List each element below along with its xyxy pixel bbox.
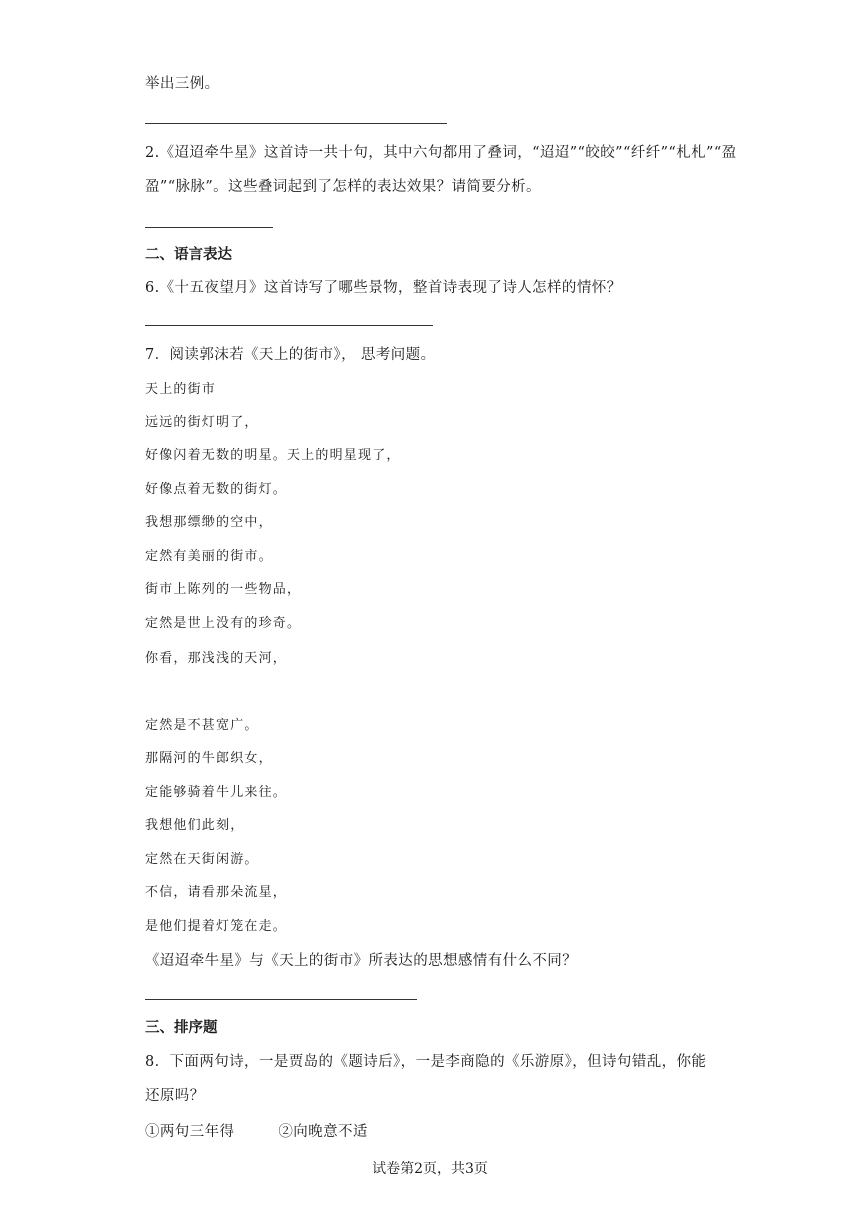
answer-line xyxy=(145,123,447,124)
poem-line: 远远的街灯明了， xyxy=(145,415,259,430)
poem-line: 我想他们此刻， xyxy=(145,818,245,833)
answer-line xyxy=(145,999,417,1000)
option-1: ①两句三年得 xyxy=(145,1124,235,1140)
poem-line: 是他们提着灯笼在走。 xyxy=(145,919,288,934)
question-2-line-1: 2.《迢迢牵牛星》这首诗一共十句，其中六句都用了叠词，“迢迢”“皎皎”“纤纤”“札札”“盈 xyxy=(145,145,737,161)
page-footer: 试卷第2页，共3页 xyxy=(372,1161,488,1177)
poem-title: 天上的街市 xyxy=(145,382,217,397)
option-2: ②向晚意不适 xyxy=(278,1124,368,1140)
poem-line: 定然是不甚宽广。 xyxy=(145,718,259,733)
poem-line: 你看，那浅浅的天河， xyxy=(145,651,288,666)
poem-line: 街市上陈列的一些物品， xyxy=(145,582,302,597)
question-7-prompt: 7．阅读郭沫若《天上的街市》， 思考问题。 xyxy=(145,347,436,363)
poem-line: 不信，请看那朵流星， xyxy=(145,885,288,900)
question-6: 6.《十五夜望月》这首诗写了哪些景物，整首诗表现了诗人怎样的情怀？ xyxy=(145,280,622,296)
question-prev-tail: 举出三例。 xyxy=(145,76,220,92)
poem-line: 我想那缥缈的空中， xyxy=(145,515,273,530)
poem-line: 定能够骑着牛儿来往。 xyxy=(145,785,288,800)
question-8-options xyxy=(145,1120,368,1141)
question-8-line-1: 8．下面两句诗，一是贾岛的《题诗后》，一是李商隐的《乐游原》，但诗句错乱，你能 xyxy=(145,1054,707,1070)
section-2-title: 二、语言表达 xyxy=(145,247,232,263)
poem-line: 好像闪着无数的明星。天上的明星现了， xyxy=(145,448,401,463)
poem-line: 好像点着无数的街灯。 xyxy=(145,482,288,497)
poem-line: 定然在天街闲游。 xyxy=(145,852,259,867)
poem-line: 定然有美丽的街市。 xyxy=(145,549,273,564)
answer-line xyxy=(145,227,273,228)
question-8-line-2: 还原吗？ xyxy=(145,1088,205,1104)
poem-line: 定然是世上没有的珍奇。 xyxy=(145,616,302,631)
section-3-title: 三、排序题 xyxy=(145,1020,218,1036)
question-7-question: 《迢迢牵牛星》与《天上的街市》所表达的思想感情有什么不同？ xyxy=(145,953,578,969)
answer-line xyxy=(145,325,433,326)
question-2-line-2: 盈”“脉脉”。这些叠词起到了怎样的表达效果？请简要分析。 xyxy=(145,179,541,195)
poem-line: 那隔河的牛郎织女， xyxy=(145,751,273,766)
